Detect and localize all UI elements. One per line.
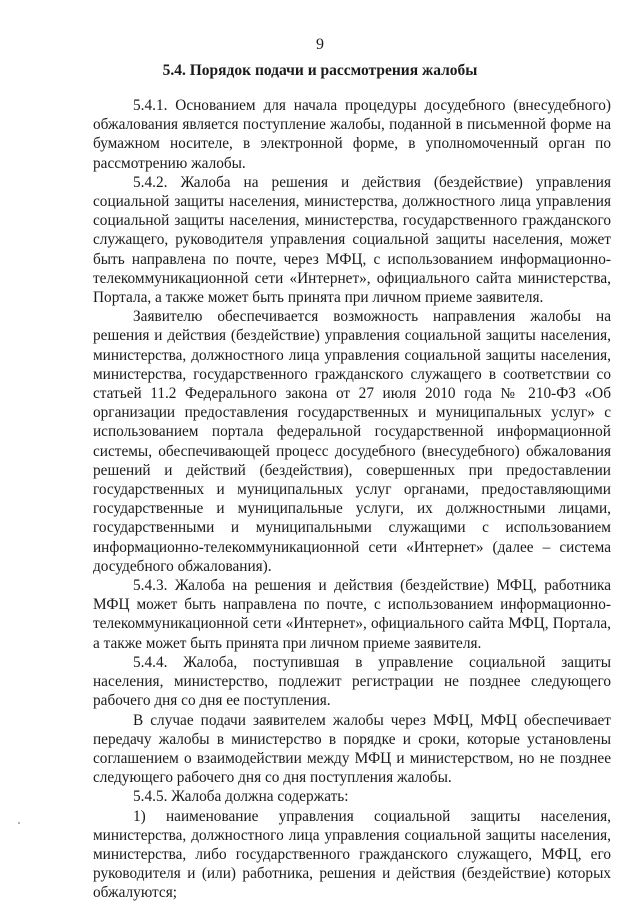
list-item-1: 1) наименование управления социальной защиты населения, министерства, должностного лица управления социальной защиты населения, министерства, либо государственного гражданского служащего, МФЦ, его руководителя и (или) работника, решения и действия (бездействие) которых обжалуются; [93, 807, 611, 902]
scan-speck [18, 822, 20, 824]
paragraph-5-4-4: 5.4.4. Жалоба, поступившая в управление социальной защиты населения, министерство, подлежит регистрации не позднее следующего рабочего дня со дня ее поступления. [93, 653, 611, 710]
section-heading: 5.4. Порядок подачи и рассмотрения жалобы [162, 62, 478, 79]
paragraph-mfc-transfer: В случае подачи заявителем жалобы через МФЦ, МФЦ обеспечивает передачу жалобы в министерство в порядке и сроки, которые установлены соглашением о взаимодействии между МФЦ и министерством, но не позднее следующего рабочего дня со дня поступления жалобы. [93, 711, 611, 787]
paragraph-5-4-5: 5.4.5. Жалоба должна содержать: [133, 788, 349, 806]
paragraph-5-4-2: 5.4.2. Жалоба на решения и действия (бездействие) управления социальной защиты населения, министерства, должностного лица управления социальной защиты населения, министерства, государственного гражданского служащего, руководителя управления социальной защиты населения, может быть направлена по почте, через МФЦ, с использованием информационно-телекоммуникационной сети «Интернет», официального сайта министерства, Портала, а также может быть принята при личном приеме заявителя. [93, 173, 611, 307]
paragraph-applicant-rights: Заявителю обеспечивается возможность направления жалобы на решения и действия (бездействие) управления социальной защиты населения, министерства, должностного лица управления социальной защиты населения, министерства, государственного гражданского служащего в соответствии со статьей 11.2 Федерального закона от 27 июля 2010 года № 210-ФЗ «Об организации предоставления государственных и муниципальных услуг» с использованием портала федеральной государственной информационной системы, обеспечивающей процесс досудебного (внесудебного) обжалования решений и действий (бездействия), совершенных при предоставлении государственных и муниципальных услуг органами, предоставляющими государственные и муниципальные услуги, их должностными лицами, государственными и муниципальными служащими с использованием информационно-телекоммуникационной сети «Интернет» (далее – система досудебного обжалования). [93, 308, 611, 575]
paragraph-5-4-1: 5.4.1. Основанием для начала процедуры досудебного (внесудебного) обжалования является поступление жалобы, поданной в письменной форме на бумажном носителе, в электронной форме, в уполномоченный орган по рассмотрению жалобы. [93, 97, 611, 172]
document-body [93, 96, 611, 903]
paragraph-5-4-3: 5.4.3. Жалоба на решения и действия (бездействие) МФЦ, работника МФЦ может быть направлена по почте, с использованием информационно-телекоммуникационной сети «Интернет», официального сайта МФЦ, Портала, а также может быть принята при личном приеме заявителя. [93, 577, 611, 652]
page-number: 9 [316, 36, 324, 53]
